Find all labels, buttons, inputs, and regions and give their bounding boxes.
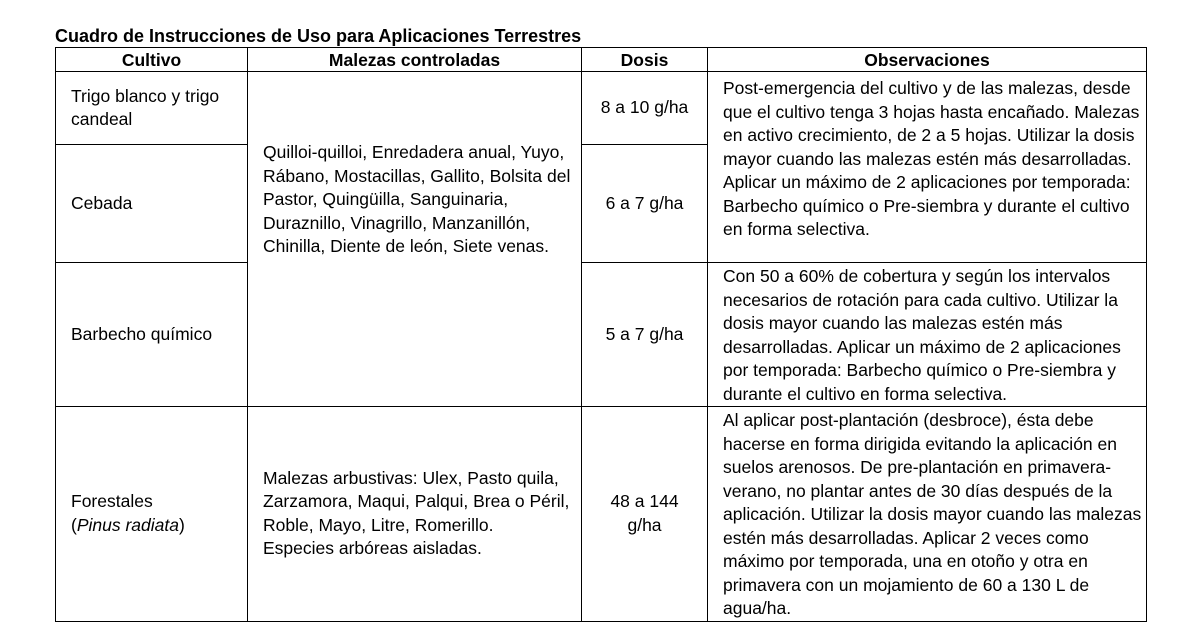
observaciones-text: en forma selectiva.	[723, 219, 870, 239]
observaciones-text: suelos arenosos. De pre-plantación en primavera-	[723, 457, 1112, 477]
header-cultivo: Cultivo	[56, 48, 248, 72]
instructions-table	[55, 47, 1147, 622]
header-malezas: Malezas controladas	[248, 48, 582, 72]
cell-malezas-forestales	[248, 407, 582, 622]
observaciones-text: Aplicar un máximo de 2 aplicaciones por temporada:	[723, 172, 1131, 192]
observaciones-text: verano, no plantar antes de 30 días después de la	[723, 480, 1113, 501]
observaciones-text: Al aplicar post-plantación (desbroce), ésta debe	[723, 410, 1094, 430]
cell-dosis-barbecho: 5 a 7 g/ha	[582, 263, 708, 407]
cell-cultivo-barbecho	[56, 263, 248, 407]
dosis-text: g/ha	[627, 514, 662, 535]
cultivo-text: Trigo blanco y trigo	[71, 85, 220, 106]
observaciones-text: agua/ha.	[723, 598, 792, 618]
observaciones-text: en activo crecimiento, de 2 a 5 hojas. Utilizar la dosis	[723, 125, 1135, 145]
page-title: Cuadro de Instrucciones de Uso para Aplicaciones Terrestres	[55, 26, 582, 46]
table-row-trigo	[56, 72, 1147, 145]
observaciones-text: necesarios de rotación para cada cultivo. Utilizar la	[723, 289, 1118, 310]
cell-cultivo-forestales	[56, 407, 248, 622]
cell-observaciones-forestales	[708, 407, 1147, 622]
malezas-text: Especies arbóreas aisladas.	[263, 538, 482, 559]
cultivo-text: candeal	[71, 109, 133, 129]
malezas-text: Pastor, Quingüilla, Sanguinaria,	[263, 189, 509, 210]
observaciones-text: Post-emergencia del cultivo y de las malezas, desde	[723, 78, 1131, 98]
observaciones-text: aplicación. Utilizar la dosis mayor cuando las malezas	[723, 504, 1142, 524]
cell-dosis-forestales	[582, 407, 708, 622]
observaciones-text: máximo por temporada, una en otoño y otra en	[723, 551, 1088, 571]
observaciones-text: hacerse en forma dirigida evitando la aplicación en	[723, 433, 1117, 454]
cell-observaciones-barbecho	[708, 263, 1147, 407]
cultivo-text: Forestales	[71, 491, 153, 512]
table-header-row	[56, 48, 1147, 72]
malezas-text: Quilloi-quilloi, Enredadera anual, Yuyo,	[263, 142, 565, 163]
observaciones-text: Con 50 a 60% de cobertura y según los intervalos	[723, 266, 1111, 286]
observaciones-text: desarrolladas. Aplicar un máximo de 2 aplicaciones	[723, 336, 1121, 357]
observaciones-text: que el cultivo tenga 3 hojas hasta encañado. Malezas	[723, 101, 1140, 122]
header-dosis: Dosis	[582, 48, 708, 72]
cell-dosis-cebada: 6 a 7 g/ha	[582, 145, 708, 263]
table-row-forestales	[56, 407, 1147, 622]
dosis-text: 48 a 144	[610, 491, 679, 512]
observaciones-text: por temporada: Barbecho químico o Pre-siembra y	[723, 360, 1116, 380]
cell-cultivo-trigo	[56, 72, 248, 145]
cultivo-species	[71, 514, 240, 538]
observaciones-text: Barbecho químico o Pre-siembra y durante el cultivo	[723, 195, 1130, 216]
observaciones-text: dosis mayor cuando las malezas estén más	[723, 313, 1063, 333]
observaciones-text: durante el cultivo en forma selectiva.	[723, 383, 1008, 404]
cell-observaciones-cereales	[708, 72, 1147, 263]
paren-close: )	[178, 514, 185, 535]
cell-malezas-cereales	[248, 72, 582, 407]
malezas-text: Roble, Mayo, Litre, Romerillo.	[263, 514, 494, 535]
malezas-text: Malezas arbustivas: Ulex, Pasto quila,	[263, 467, 559, 488]
malezas-text: Zarzamora, Maqui, Palqui, Brea o Péril,	[263, 491, 570, 512]
cultivo-text: Barbecho químico	[71, 323, 213, 344]
species-name: Pinus radiata	[76, 514, 179, 535]
cell-cultivo-cebada	[56, 145, 248, 263]
observaciones-text: mayor cuando las malezas estén más desarrolladas.	[723, 148, 1132, 169]
malezas-text: Rábano, Mostacillas, Gallito, Bolsita del	[263, 165, 571, 186]
paren-open: (	[71, 514, 77, 535]
header-observaciones: Observaciones	[708, 48, 1147, 72]
cell-dosis-trigo: 8 a 10 g/ha	[582, 72, 708, 145]
malezas-text: Duraznillo, Vinagrillo, Manzanillón,	[263, 212, 531, 233]
observaciones-text: primavera con un mojamiento de 60 a 130 L de	[723, 574, 1090, 595]
table-row-barbecho	[56, 263, 1147, 407]
cultivo-text: Cebada	[71, 192, 133, 213]
malezas-text: Chinilla, Diente de león, Siete venas.	[263, 236, 550, 257]
observaciones-text: estén más desarrolladas. Aplicar 2 veces como	[723, 527, 1089, 548]
